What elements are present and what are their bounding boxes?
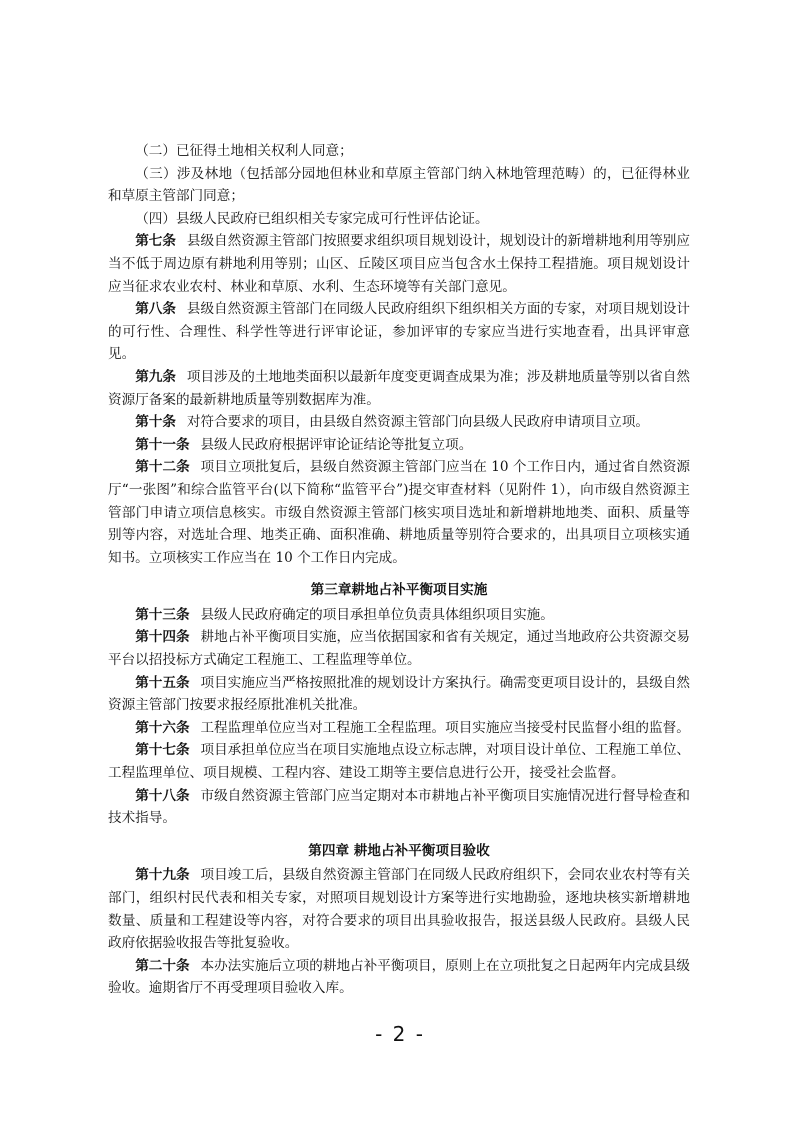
article-label: 第十八条 <box>135 787 190 804</box>
article-13 <box>108 604 690 627</box>
page-number: - 2 - <box>375 1022 425 1046</box>
article-7 <box>108 230 690 298</box>
clause-3: （三）涉及林地（包括部分园地但林业和草原主管部门纳入林地管理范畴）的，已征得林业和草原主管部门同意； <box>108 165 690 205</box>
article-18 <box>108 785 690 830</box>
article-label: 第十六条 <box>135 719 190 736</box>
article-label: 第二十条 <box>135 957 190 974</box>
article-text: 本办法实施后立项的耕地占补平衡项目，原则上在立项批复之日起两年内完成县级验收。逾期省厅不再受理项目验收入库。 <box>108 957 691 997</box>
article-11 <box>108 434 690 457</box>
article-label: 第八条 <box>135 301 176 318</box>
article-text: 县级自然资源主管部门在同级人民政府组织下组织相关方面的专家，对项目规划设计的可行性、合理性、科学性等进行评审论证，参加评审的专家应当进行实地查看，出具评审意见。 <box>108 301 690 363</box>
article-16 <box>108 717 690 740</box>
article-label: 第十九条 <box>135 867 190 884</box>
chapter-4-heading: 第四章 耕地占补平衡项目验收 <box>308 842 490 859</box>
article-19 <box>108 864 690 954</box>
article-label: 第七条 <box>135 233 176 250</box>
article-8 <box>108 298 690 366</box>
article-text: 对符合要求的项目，由县级自然资源主管部门向县级人民政府申请项目立项。 <box>186 414 650 431</box>
article-text: 项目竣工后，县级自然资源主管部门在同级人民政府组织下，会同农业农村等有关部门，组织村民代表和相关专家，对照项目规划设计方案等进行实地勘验，逐地块核实新增耕地数量、质量和工程建设等内容，对符合要求的项目出具验收报告，报送县级人民政府。县级人民政府依据验收报告等批复验收。 <box>108 867 691 952</box>
article-text: 工程监理单位应当对工程施工全程监理。项目实施应当接受村民监督小组的监督。 <box>200 719 690 736</box>
article-label: 第十条 <box>135 414 176 431</box>
article-17 <box>108 739 690 784</box>
article-10 <box>108 411 690 434</box>
article-text: 项目立项批复后，县级自然资源主管部门应当在 10 个工作日内，通过省自然资源厅“一张图”和综合监管平台(以下简称“监管平台”)提交审查材料（见附件 1），向市级自然资源主管部门申请立项信息核实。市级自然资源主管部门核实项目选址和新增耕地地类、面积、质量等别等内容，对选址合理、地类正确、面积准确、耕地质量等别符合要求的，出具项目立项核实通知书。立项核实工作应当在 10 个工作日内完成。 <box>108 459 691 566</box>
article-20 <box>108 955 690 1000</box>
article-label: 第九条 <box>135 368 176 385</box>
article-9 <box>108 366 690 411</box>
article-label: 第十二条 <box>135 459 190 476</box>
clause-2: （二）已征得土地相关权利人同意； <box>135 143 353 159</box>
article-15 <box>108 672 690 717</box>
article-label: 第十三条 <box>135 606 190 623</box>
article-text: 耕地占补平衡项目实施，应当依据国家和省有关规定，通过当地政府公共资源交易平台以招投标方式确定工程施工、工程监理等单位。 <box>108 629 691 669</box>
chapter-3-heading: 第三章耕地占补平衡项目实施 <box>310 582 488 599</box>
article-label: 第十五条 <box>135 674 190 691</box>
clause-4: （四）县级人民政府已组织相关专家完成可行性评估论证。 <box>135 210 489 227</box>
article-12 <box>108 456 690 569</box>
article-text: 县级自然资源主管部门按照要求组织项目规划设计，规划设计的新增耕地利用等别应当不低于周边原有耕地利用等别；山区、丘陵区项目应当包含水土保持工程措施。项目规划设计应当征求农业农村、林业和草原、水利、生态环境等有关部门意见。 <box>108 233 690 295</box>
article-text: 项目承担单位应当在项目实施地点设立标志牌，对项目设计单位、工程施工单位、工程监理单位、项目规模、工程内容、建设工期等主要信息进行公开，接受社会监督。 <box>108 742 691 782</box>
article-text: 县级人民政府根据评审论证结论等批复立项。 <box>200 436 473 453</box>
document-body <box>108 140 690 1000</box>
article-label: 第十七条 <box>135 742 190 759</box>
article-label: 第十四条 <box>135 629 190 646</box>
article-text: 县级人民政府确定的项目承担单位负责具体组织项目实施。 <box>200 606 554 623</box>
article-label: 第十一条 <box>135 436 190 453</box>
article-14 <box>108 626 690 671</box>
article-text: 项目涉及的土地地类面积以最新年度变更调查成果为准；涉及耕地质量等别以省自然资源厅备案的最新耕地质量等别数据库为准。 <box>108 368 690 408</box>
article-text: 项目实施应当严格按照批准的规划设计方案执行。确需变更项目设计的，县级自然资源主管部门按要求报经原批准机关批准。 <box>108 674 691 714</box>
article-text: 市级自然资源主管部门应当定期对本市耕地占补平衡项目实施情况进行督导检查和技术指导。 <box>108 787 691 827</box>
